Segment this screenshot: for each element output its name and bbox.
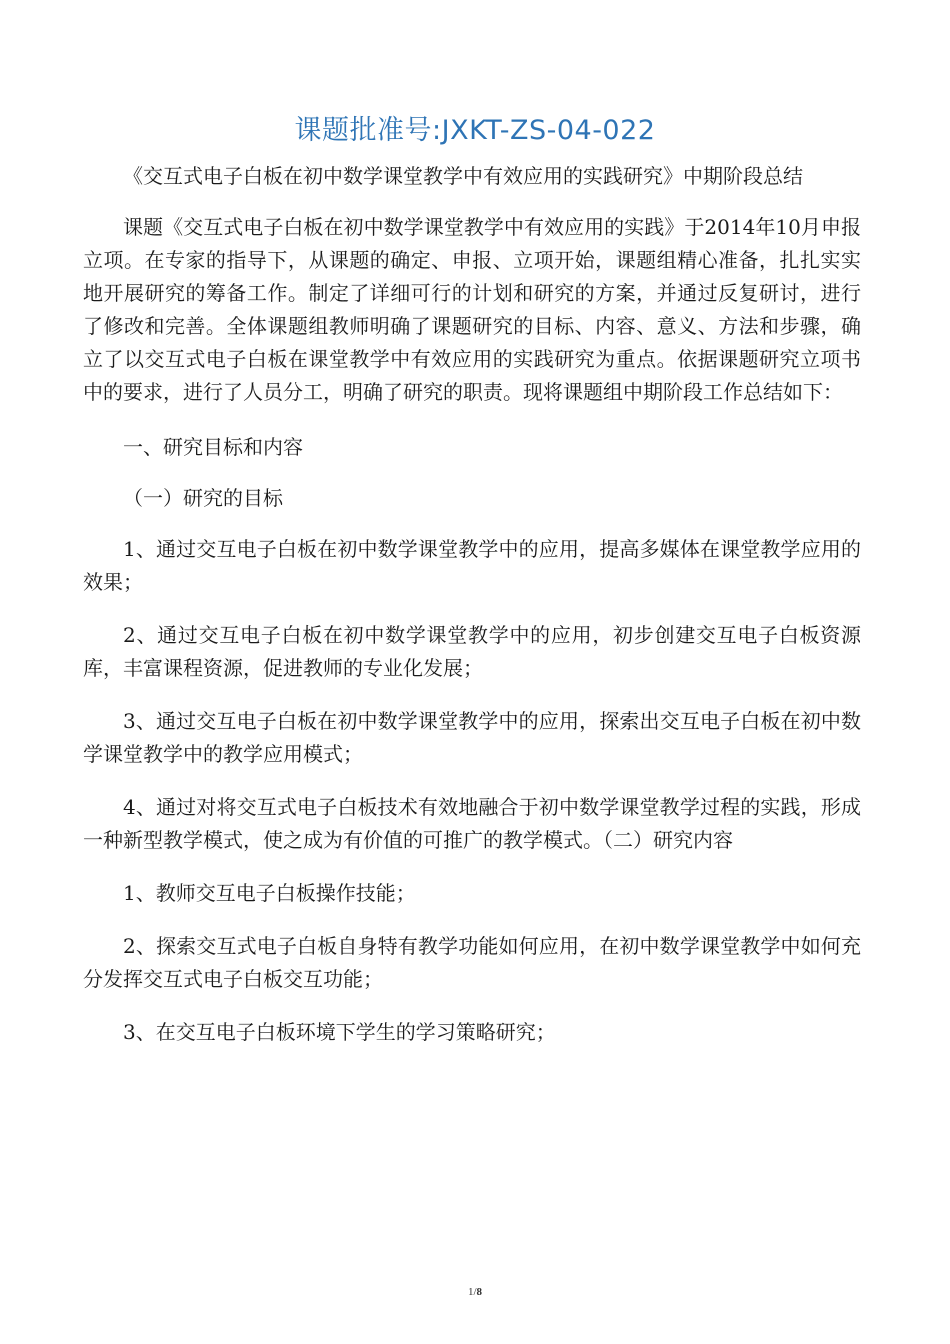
intro-paragraph: 课题《交互式电子白板在初中数学课堂教学中有效应用的实践》于2014年10月申报立项。在专家的指导下，从课题的确定、申报、立项开始，课题组精心准备，扎扎实实地开展研究的筹备工作。制定了详细可行的计划和研究的方案，并通过反复研讨，进行了修改和完善。全体课题组教师明确了课题研究的目标、内容、意义、方法和步骤，确立了以交互式电子白板在课堂教学中有效应用的实践研究为重点。依据课题研究立项书中的要求，进行了人员分工，明确了研究的职责。现将课题组中期阶段工作总结如下：	[83, 215, 861, 404]
summary-heading: 《交互式电子白板在初中数学课堂教学中有效应用的实践研究》中期阶段总结	[123, 164, 803, 188]
approval-number-title: 课题批准号:JXKT-ZS-04-022	[294, 115, 656, 146]
goal-item-3: 3、通过交互电子白板在初中数学课堂教学中的应用，探索出交互电子白板在初中数学课堂教学中的教学应用模式；	[83, 709, 861, 766]
content-item-3: 3、在交互电子白板环境下学生的学习策略研究；	[123, 1020, 556, 1044]
content-item-2: 2、探索交互式电子白板自身特有教学功能如何应用，在初中数学课堂教学中如何充分发挥交互式电子白板交互功能；	[83, 934, 861, 991]
page-number-total: 8	[476, 1286, 483, 1298]
page-number	[0, 1286, 950, 1298]
goal-item-1: 1、通过交互电子白板在初中数学课堂教学中的应用，提高多媒体在课堂教学应用的效果；	[83, 537, 861, 594]
page-number-current: 1/	[467, 1286, 477, 1298]
subsection-heading-goals: （一）研究的目标	[123, 486, 283, 510]
content-item-1: 1、教师交互电子白板操作技能；	[123, 881, 416, 905]
goal-item-2: 2、通过交互电子白板在初中数学课堂教学中的应用，初步创建交互电子白板资源库，丰富课程资源，促进教师的专业化发展；	[83, 623, 861, 680]
section-heading-goals-content: 一、研究目标和内容	[123, 435, 303, 459]
goal-item-4: 4、通过对将交互式电子白板技术有效地融合于初中数学课堂教学过程的实践，形成一种新型教学模式，使之成为有价值的可推广的教学模式。（二）研究内容	[83, 795, 861, 852]
document-body	[83, 160, 861, 1069]
